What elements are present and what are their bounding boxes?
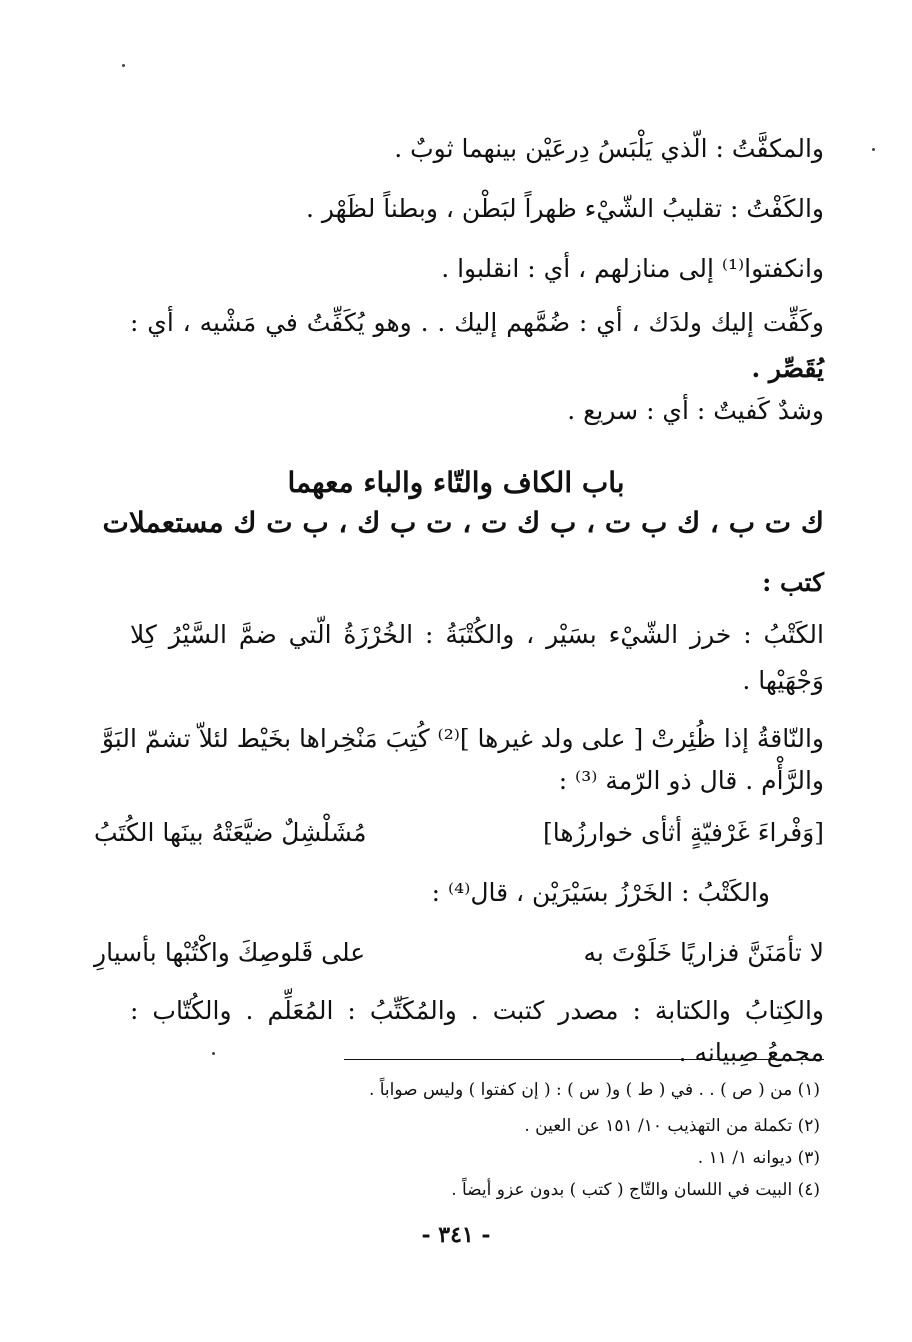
verse-hemistich-first: لا تأمَنَنَّ فزاريًا خَلَوْتَ به: [583, 938, 824, 967]
entry-heading: كتب :: [762, 568, 824, 597]
scan-speck: [122, 64, 125, 67]
text-line: وانكفتوا⁽¹⁾ إلى منازلهم ، أي : انقلبوا .: [441, 254, 824, 283]
text-line: مجمعُ صِبيانه .: [678, 1038, 824, 1067]
poem-verse: [94, 816, 824, 850]
text-line: الكَتْبُ : خرز الشّيْء بسَيْر ، والكُتْبَةُ : الخُرْزَةُ الّتي ضمَّ السَّيْرُ كِلا: [130, 620, 824, 649]
verse-hemistich-second: على قَلوصِكَ واكْتُبْها بأسيارِ: [94, 938, 366, 967]
scan-speck: [872, 148, 875, 151]
footnote: (٤) البيت في اللسان والتّاج ( كتب ) بدون عزو أيضاً .: [451, 1180, 820, 1200]
footnote-separator: [344, 1059, 824, 1060]
text-line: والرَّأْم . قال ذو الرّمة ⁽³⁾ :: [558, 766, 824, 795]
scan-speck: [212, 1052, 215, 1055]
page-number: - ٣٤١ -: [421, 1222, 491, 1248]
verse-hemistich-second: مُشَلْشِلٌ ضيَّعَتْهُ بينَها الكُتَبُ: [94, 818, 367, 847]
footnote: (١) من ( ص ) . . في ( ط ) و( س ) : ( إن كفتوا ) وليس صواباً .: [368, 1080, 820, 1100]
text-line: وكَفِّت إليك ولدَك ، أي : ضُمَّهم إليك . . وهو يُكَفِّتُ في مَشْيه ، أي :: [130, 308, 824, 337]
text-line: والكَفْتُ : تقليبُ الشّيْء ظهراً لبَطْن ، وبطناً لظَهْر .: [305, 194, 824, 223]
text-line: والنّاقةُ إذا ظُئِرتْ [ على ولد غيرها ]⁽²⁾ كُتِبَ مَنْخِراها بخَيْط لئلاّ تشمّ البَوَّ: [101, 724, 824, 753]
footnote: (٣) ديوانه ١/ ١١ .: [697, 1148, 820, 1168]
text-line: والمكفَّتُ : الّذي يَلْبَسُ دِرعَيْن بينهما ثوبٌ .: [394, 134, 824, 163]
text-line: والكَتْبُ : الخَرْزُ بسَيْرَيْن ، قال⁽⁴⁾ :: [431, 878, 770, 907]
footnote: (٢) تكملة من التهذيب ١٠/ ١٥١ عن العين .: [524, 1116, 820, 1136]
chapter-subheading: ك ت ب ، ك ب ت ، ب ك ت ، ت ب ك ، ب ت ك مستعملات: [102, 506, 824, 539]
verse-hemistich-first: [وَفْراءَ غَرْفيّةٍ أثأى خوارزُها]: [543, 818, 824, 847]
text-line: يُقَصِّر .: [751, 354, 824, 383]
poem-verse: [94, 936, 824, 970]
text-line: والكِتابُ والكتابة : مصدر كتبت . والمُكَتِّبُ : المُعَلِّم . والكُتّاب :: [130, 996, 824, 1025]
chapter-heading: باب الكاف والتّاء والباء معهما: [287, 466, 625, 499]
text-line: وشدٌ كَفيتٌ : أي : سريع .: [567, 396, 824, 425]
text-line: وَجْهَيْها .: [742, 666, 824, 695]
